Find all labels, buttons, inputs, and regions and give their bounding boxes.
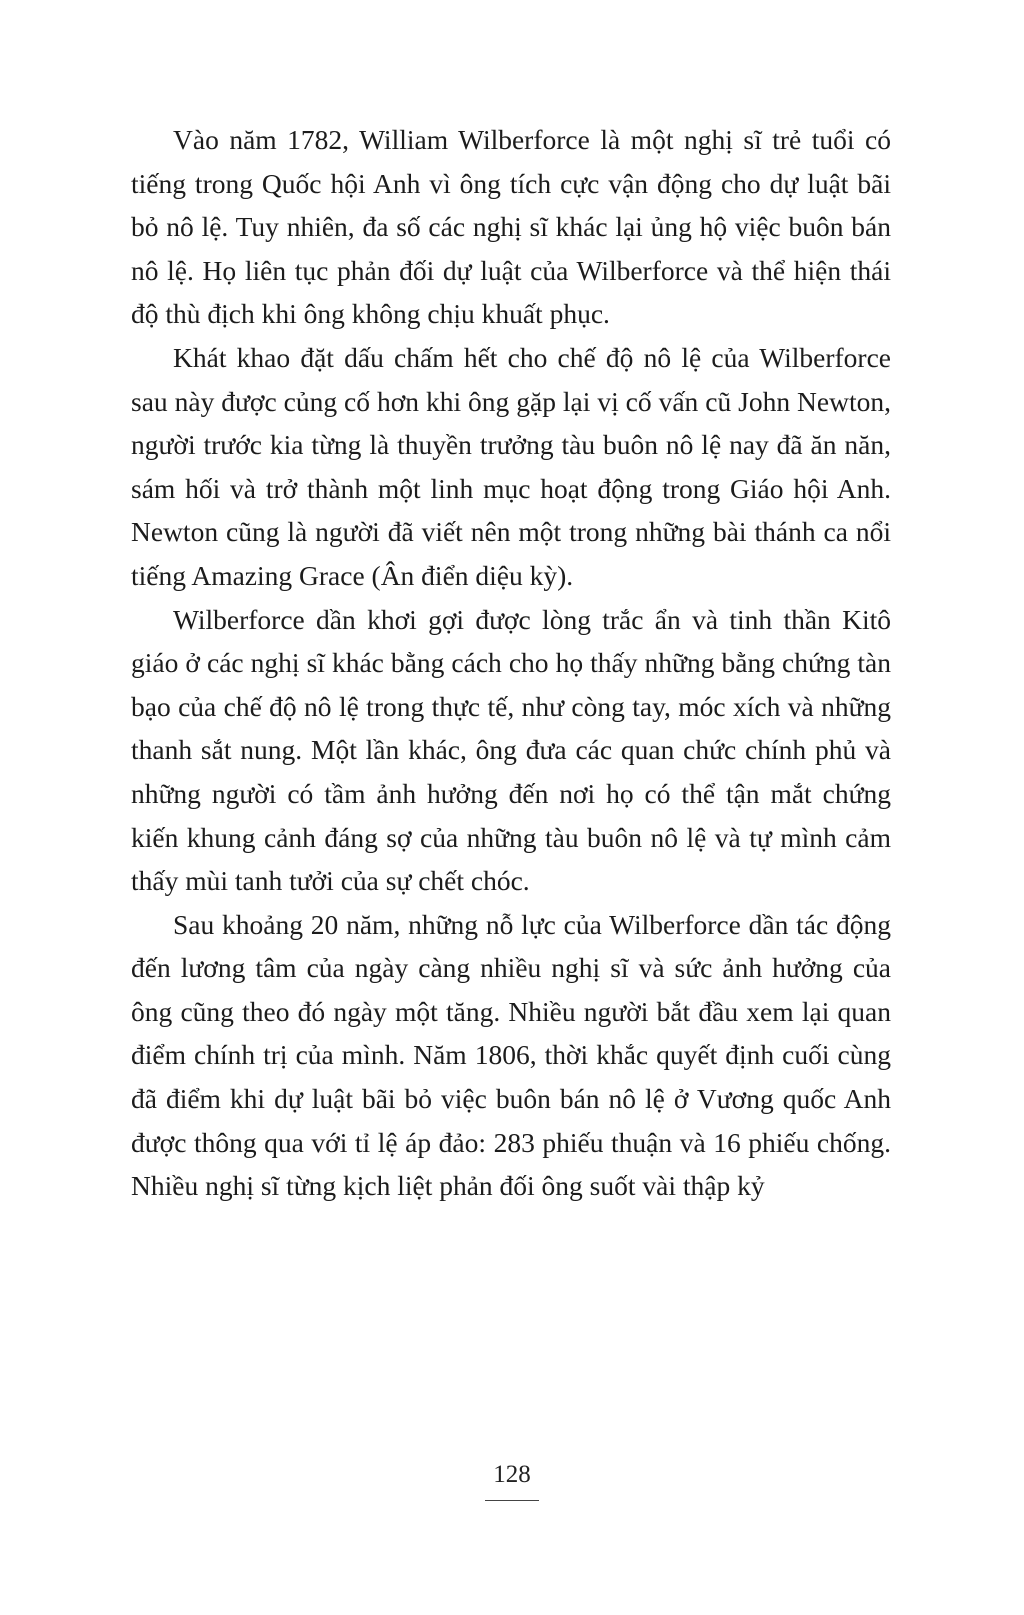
paragraph: Wilberforce dần khơi gợi được lòng trắc ẩn và tinh thần Kitô giáo ở các nghị sĩ khác bằng cách cho họ thấy những bằng chứng tàn bạo của chế độ nô lệ trong thực tế, như còng tay, móc xích và những thanh sắt nung. Một lần khác, ông đưa các quan chức chính phủ và những người có tầm ảnh hưởng đến nơi họ có thể tận mắt chứng kiến khung cảnh đáng sợ của những tàu buôn nô lệ và tự mình cảm thấy mùi tanh tưởi của sự chết chóc. [131,603,891,897]
page-body-text [131,118,891,1208]
paragraph: Vào năm 1782, William Wilberforce là một nghị sĩ trẻ tuổi có tiếng trong Quốc hội Anh vì ông tích cực vận động cho dự luật bãi bỏ nô lệ. Tuy nhiên, đa số các nghị sĩ khác lại ủng hộ việc buôn bán nô lệ. Họ liên tục phản đối dự luật của Wilberforce và thể hiện thái độ thù địch khi ông không chịu khuất phục. [131,124,891,330]
page-footer [0,1460,1024,1501]
paragraph: Khát khao đặt dấu chấm hết cho chế độ nô lệ của Wilberforce sau này được củng cố hơn khi ông gặp lại vị cố vấn cũ John Newton, người trước kia từng là thuyền trưởng tàu buôn nô lệ nay đã ăn năn, sám hối và trở thành một linh mục hoạt động trong Giáo hội Anh. Newton cũng là người đã viết nên một trong những bài thánh ca nổi tiếng Amazing Grace (Ân điển diệu kỳ). [131,341,891,591]
paragraph: Sau khoảng 20 năm, những nỗ lực của Wilberforce dần tác động đến lương tâm của ngày càng nhiều nghị sĩ và sức ảnh hưởng của ông cũng theo đó ngày một tăng. Nhiều người bắt đầu xem lại quan điểm chính trị của mình. Năm 1806, thời khắc quyết định cuối cùng đã điểm khi dự luật bãi bỏ việc buôn bán nô lệ ở Vương quốc Anh được thông qua với tỉ lệ áp đảo: 283 phiếu thuận và 16 phiếu chống. Nhiều nghị sĩ từng kịch liệt phản đối ông suốt vài thập kỷ [131,908,891,1202]
page-number: 128 [485,1460,539,1501]
